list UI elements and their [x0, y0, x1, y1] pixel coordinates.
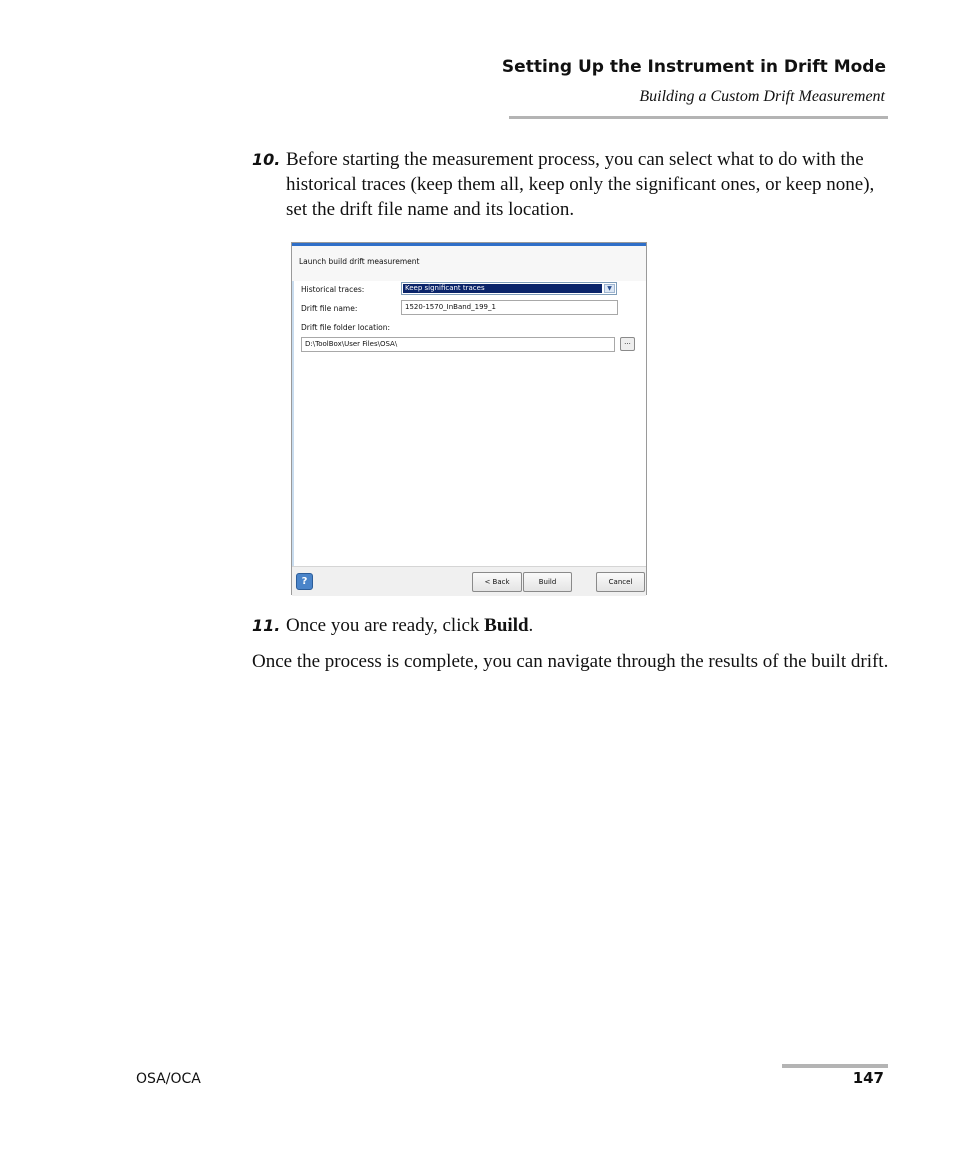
footer-product: OSA/OCA	[136, 1071, 201, 1087]
closing-paragraph: Once the process is complete, you can navigate through the results of the built drift.	[252, 651, 889, 672]
folder-location-label: Drift file folder location:	[301, 323, 391, 332]
drift-file-name-input[interactable]: 1520-1570_InBand_199_1	[401, 300, 618, 315]
step-number: 10.	[252, 150, 281, 169]
historical-traces-value: Keep significant traces	[403, 284, 602, 293]
dialog-left-edge	[292, 281, 294, 566]
step-number: 11.	[252, 616, 281, 635]
browse-button[interactable]: ...	[620, 337, 635, 351]
dialog-accent-bar	[292, 243, 646, 246]
drift-file-name-label: Drift file name:	[301, 304, 358, 313]
dialog-title: Launch build drift measurement	[299, 257, 420, 266]
step-text	[286, 613, 892, 638]
step-text: Before starting the measurement process, you can select what to do with the historical traces (keep them all, keep only the significant ones, or keep none), set the drift file name and its location.	[286, 149, 875, 220]
footer-rule	[782, 1064, 888, 1068]
step-text-before: Once you are ready, click	[286, 615, 485, 636]
step-11	[252, 613, 892, 638]
historical-traces-label: Historical traces:	[301, 285, 365, 294]
header-rule	[509, 116, 888, 119]
page-number: 147	[852, 1069, 884, 1087]
running-header-subtitle: Building a Custom Drift Measurement	[639, 88, 885, 105]
historical-traces-select[interactable]	[401, 282, 617, 295]
dialog-title-area	[292, 246, 646, 282]
back-button[interactable]: < Back	[472, 572, 522, 592]
build-bold-text: Build	[484, 615, 529, 636]
folder-location-input[interactable]: D:\ToolBox\User Files\OSA\	[301, 337, 615, 352]
running-header-title: Setting Up the Instrument in Drift Mode	[501, 57, 886, 77]
help-icon[interactable]: ?	[296, 573, 313, 590]
step-10	[252, 147, 892, 222]
chevron-down-icon[interactable]: ▼	[604, 284, 615, 293]
step-text-after: .	[528, 615, 534, 636]
dialog-body	[292, 281, 646, 566]
cancel-button[interactable]: Cancel	[596, 572, 645, 592]
dialog-footer	[292, 566, 646, 596]
drift-dialog-screenshot	[291, 242, 647, 595]
build-button[interactable]: Build	[523, 572, 572, 592]
